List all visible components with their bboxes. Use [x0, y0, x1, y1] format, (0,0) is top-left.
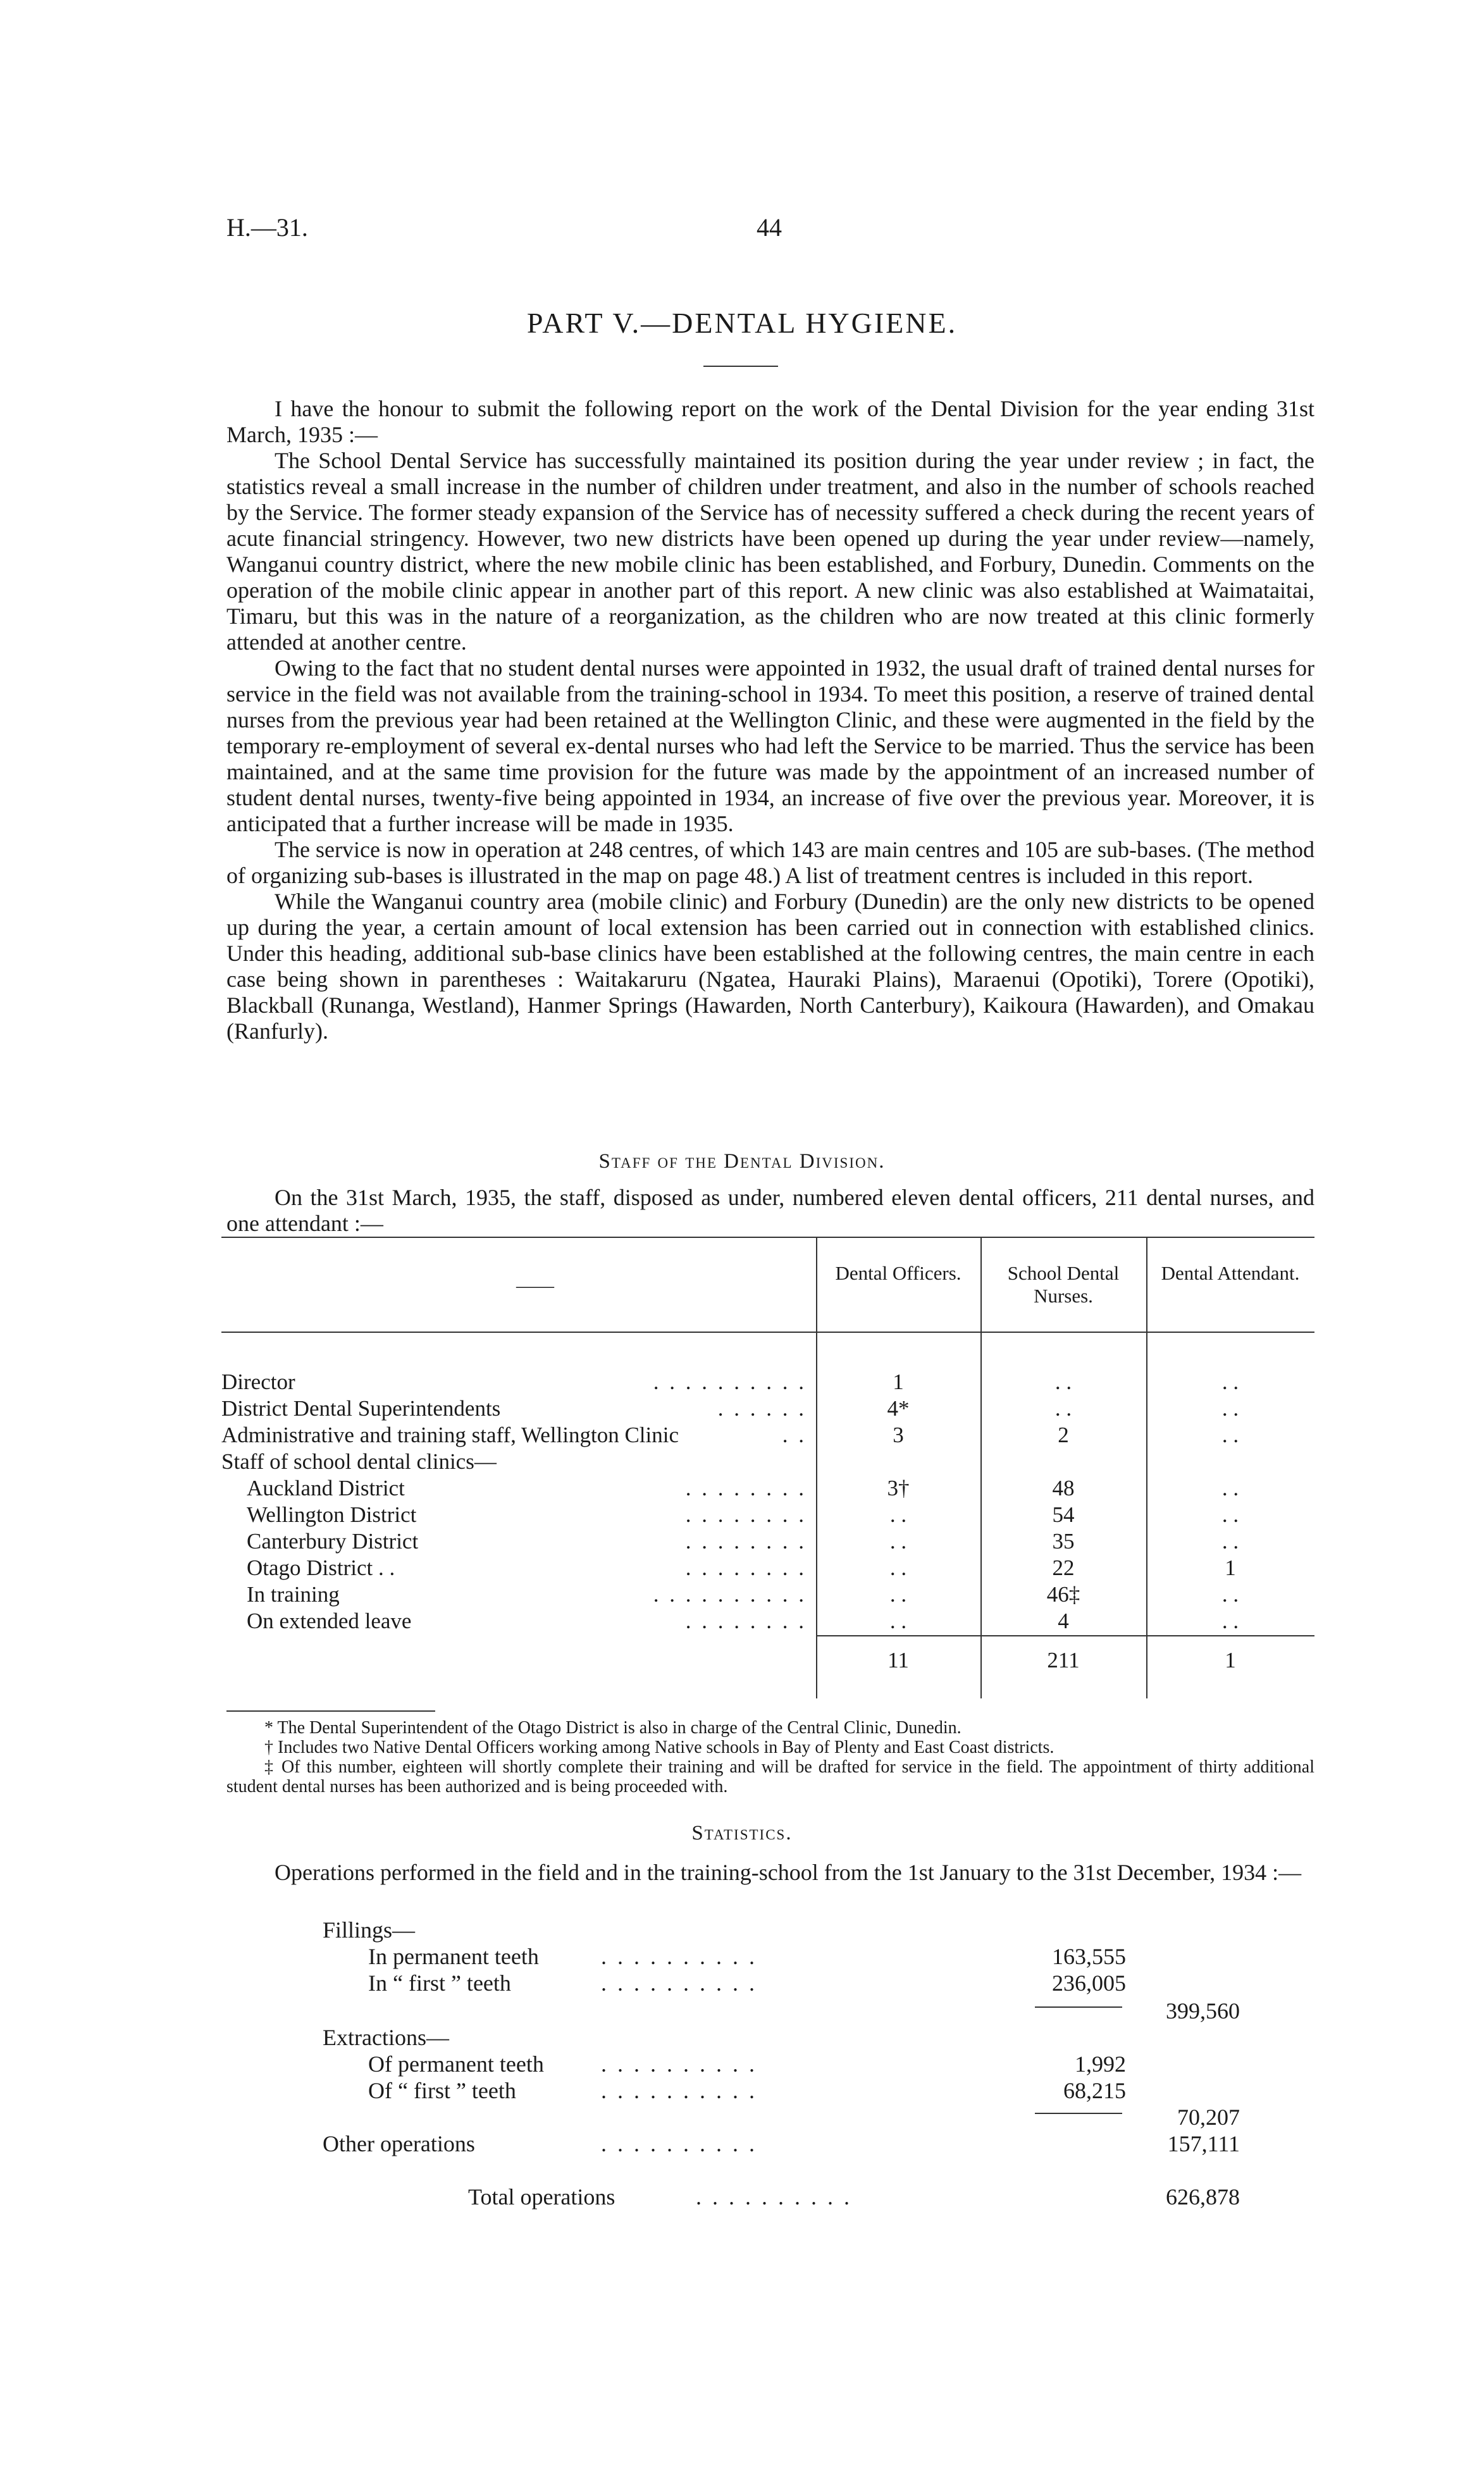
paragraph: Owing to the fact that no student dental nurses were appointed in 1932, the usual draft of trained dental nurses for service in the field was not available from the training-school in 1934. To meet this position, a reserve of trained dental nurses from the previous year had been retained at the Wellington Clinic, and these were augmented in the field by the temporary re-employment of several ex-dental nurses who had left the Service to be married. Thus the service has been maintained, and at the same time provision for the future was made by the appointment of an increased number of student dental nurses, twenty-five being appointed in 1934, an increase of five over the previous year. Moreover, it is anticipated that a further increase will be made in 1935. [226, 655, 1314, 836]
table-row-label: Administrative and training staff, Wellington Clinic [221, 1423, 679, 1447]
leader-dots: . . . . . . [717, 1396, 807, 1421]
fillings-permanent-value: 163,555 [1052, 1944, 1126, 1969]
leader-dots: . . . . . . . . . . [653, 1369, 807, 1394]
table-cell: 48 [1052, 1476, 1075, 1500]
table-cell: . . [889, 1502, 907, 1527]
fillings-label: Fillings— [323, 1917, 416, 1943]
total-operations-label: Total operations [468, 2184, 615, 2210]
table-row-label: Wellington District [247, 1502, 417, 1527]
extractions-label: Extractions— [323, 2025, 449, 2050]
fillings-permanent-label: In permanent teeth [368, 1944, 539, 1969]
total-dental-attendant: 1 [1225, 1648, 1236, 1672]
table-row-label: Director [221, 1369, 295, 1394]
extractions-permanent-value: 1,992 [1075, 2051, 1126, 2077]
statistics-heading: Statistics. [691, 1822, 793, 1845]
column-header-school-dental-nurses: School Dental Nurses. [1007, 1262, 1120, 1307]
table-cell: 46‡ [1046, 1582, 1080, 1607]
table-cell: . . [1221, 1609, 1239, 1633]
table-cell: 3† [887, 1476, 910, 1500]
table-cell: . . [1221, 1529, 1239, 1554]
footnote: * The Dental Superintendent of the Otago District is also in charge of the Central Clinic, Dunedin. [264, 1718, 962, 1738]
table-cell: . . [1054, 1369, 1072, 1394]
total-rule [816, 1635, 1314, 1636]
table-cell: 2 [1058, 1423, 1069, 1447]
statistics-intro: Operations performed in the field and in the training-school from the 1st January to the 31st December, 1934 :— [275, 1860, 1302, 1885]
paragraph: I have the honour to submit the following report on the work of the Dental Division for the year ending 31st March, 1935 :— [226, 396, 1314, 447]
table-row-label: Otago District . . [247, 1555, 395, 1580]
column-header-dental-attendant: Dental Attendant. [1161, 1262, 1300, 1284]
extractions-permanent-label: Of permanent teeth [368, 2051, 544, 2077]
report-body [226, 396, 1314, 1044]
footnote: ‡ Of this number, eighteen will shortly complete their training and will be drafted for service in the field. The appointment of thirty additional student dental nurses has been authorized and is being proceeded with. [226, 1757, 1314, 1796]
table-row-label: On extended leave [247, 1609, 412, 1633]
table-cell: . . [889, 1555, 907, 1580]
footnote-rule [226, 1710, 435, 1712]
table-cell: 1 [1225, 1555, 1236, 1580]
table-cell: . . [1221, 1369, 1239, 1394]
total-dental-officers: 11 [887, 1648, 909, 1672]
leader-dots: . . . . . . . . [685, 1502, 807, 1527]
page-number: 44 [757, 213, 782, 242]
leader-dots: . . . . . . . . . . [601, 2078, 757, 2103]
leader-dots: . . . . . . . . . . [601, 1970, 757, 1996]
leader-dots: . . . . . . . . . . [696, 2184, 852, 2210]
staff-intro: On the 31st March, 1935, the staff, disposed as under, numbered eleven dental officers, 211 dental nurses, and one attendant :— [226, 1185, 1314, 1236]
footnote: † Includes two Native Dental Officers working among Native schools in Bay of Plenty and East Coast districts. [264, 1738, 1054, 1757]
total-operations-value: 626,878 [1166, 2184, 1240, 2210]
table-cell: . . [1221, 1396, 1239, 1421]
page-title: PART V.—DENTAL HYGIENE. [526, 307, 958, 339]
paragraph: While the Wanganui country area (mobile clinic) and Forbury (Dunedin) are the only new districts to be opened up during the year, a certain amount of local extension has been carried out in connection with established clinics. Under this heading, additional sub-base clinics have been established at the following centres, the main centre in each case being shown in parentheses : Waitakaruru (Ngatea, Hauraki Plains), Maraenui (Opotiki), Torere (Opotiki), Blackball (Runanga, Westland), Hanmer Springs (Hawarden, North Canterbury), Kaikoura (Hawarden), and Omakau (Ranfurly). [226, 889, 1314, 1044]
leader-dots: . . . . . . . . [685, 1476, 807, 1500]
leader-dots: . . . . . . . . . . [601, 1944, 757, 1969]
fillings-first-value: 236,005 [1052, 1970, 1126, 1996]
leader-dots: . . . . . . . . . . [601, 2131, 757, 2156]
extractions-first-label: Of “ first ” teeth [368, 2078, 516, 2103]
extractions-total: 70,207 [1177, 2105, 1240, 2130]
table-row-label: In training [247, 1582, 340, 1607]
leader-dots: . . . . . . . . . . [601, 2051, 757, 2077]
title-divider [703, 366, 778, 367]
table-cell: . . [889, 1582, 907, 1607]
leader-dots: . . . . . . . . [685, 1555, 807, 1580]
other-operations-label: Other operations [323, 2131, 475, 2156]
paragraph: The School Dental Service has successfully maintained its position during the year under review ; in fact, the statistics reveal a small increase in the number of children under treatment, and also in the number of schools reached by the Service. The former steady expansion of the Service has of necessity suffered a check during the recent years of acute financial stringency. However, two new districts have been opened up during the year under review—namely, Wanganui country district, where the new mobile clinic has been established, and Forbury, Dunedin. Comments on the operation of the mobile clinic appear in another part of this report. A new clinic was also established at Waimataitai, Timaru, but this was in the nature of a reorganization, as the children who are now treated at this clinic formerly attended at another centre. [226, 448, 1314, 655]
subtotal-rule [1035, 2006, 1122, 2008]
leader-dots: . . . . . . . . [685, 1609, 807, 1633]
table-row-label: Auckland District [247, 1476, 405, 1500]
subtotal-rule [1035, 2113, 1122, 2114]
other-operations-value: 157,111 [1167, 2131, 1240, 2156]
total-school-dental-nurses: 211 [1047, 1648, 1080, 1672]
table-cell: 4 [1058, 1609, 1069, 1633]
table-cell: 35 [1052, 1529, 1075, 1554]
table-row-label: Staff of school dental clinics— [221, 1449, 497, 1474]
staff-heading: Staff of the Dental Division. [598, 1150, 886, 1173]
footnotes [226, 1718, 1314, 1796]
column-header-dental-officers: Dental Officers. [835, 1262, 962, 1284]
table-cell: 4* [887, 1396, 910, 1421]
leader-dots: . . . . . . . . [685, 1529, 807, 1554]
table-cell: . . [889, 1609, 907, 1633]
table-cell: 54 [1052, 1502, 1075, 1527]
staff-table [221, 1237, 1314, 1698]
header-rule [221, 1332, 1314, 1333]
table-cell: . . [1221, 1582, 1239, 1607]
table-cell: 3 [893, 1423, 904, 1447]
fillings-total: 399,560 [1166, 1998, 1240, 2024]
table-top-rule [221, 1237, 1314, 1238]
leader-dots: . . . . . . . . . . [653, 1582, 807, 1607]
table-cell: 1 [893, 1369, 904, 1394]
fillings-first-label: In “ first ” teeth [368, 1970, 511, 1996]
table-row-label: Canterbury District [247, 1529, 419, 1554]
table-cell: . . [1221, 1476, 1239, 1500]
table-cell: . . [1221, 1502, 1239, 1527]
table-cell: . . [1054, 1396, 1072, 1421]
extractions-first-value: 68,215 [1063, 2078, 1126, 2103]
paragraph: The service is now in operation at 248 centres, of which 143 are main centres and 105 are sub-bases. (The method of organizing sub-bases is illustrated in the map on page 48.) A list of treatment centres is included in this report. [226, 837, 1314, 888]
stub-head: —— [516, 1275, 554, 1296]
page-reference: H.—31. [226, 213, 308, 242]
table-cell: 22 [1052, 1555, 1075, 1580]
table-cell: . . [1221, 1423, 1239, 1447]
table-cell: . . [889, 1529, 907, 1554]
table-row-label: District Dental Superintendents [221, 1396, 501, 1421]
leader-dots: . . [782, 1423, 807, 1447]
